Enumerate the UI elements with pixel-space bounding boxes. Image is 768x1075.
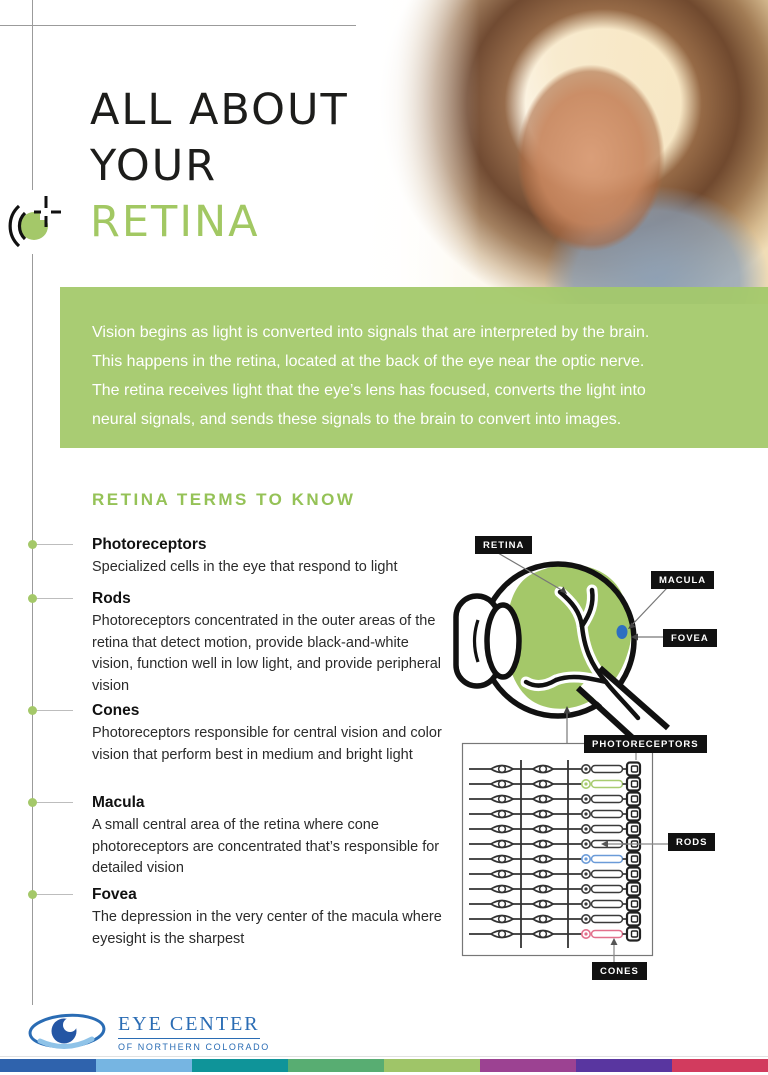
term-name: Macula [92,794,145,811]
term-description: Photoreceptors responsible for central vision and color vision that perform best in medium and bright light [92,725,442,763]
eye-logo-icon [26,1006,112,1061]
hero-photo-woman-looking-up [356,0,768,304]
label-fovea: FOVEA [663,629,717,647]
logo-subtitle: OF NORTHERN COLORADO [118,1042,270,1052]
term-macula [92,792,442,880]
term-rods [92,588,442,697]
logo-text [118,1013,270,1052]
term-description: The depression in the very center of the macula where eyesight is the sharpest [92,909,442,947]
intro-text: Vision begins as light is converted into signals that are interpreted by the brain. This happens in the retina, located at the back of the eye near the optic nerve. The retina receives light that the eye’s lens has focused, converts the light into neural signals, and sends these signals to the brain to convert into images. [92,324,650,428]
term-name: Cones [92,702,140,719]
term-name: Photoreceptors [92,536,207,553]
photoreceptor-cells-diagram [455,736,768,988]
strip-segment [576,1059,672,1072]
term-description: A small central area of the retina where cone photoreceptors are concentrated that’s responsible for detailed vision [92,817,440,876]
strip-segment [192,1059,288,1072]
top-guide-line [0,25,356,26]
logo-name: EYE CENTER [118,1013,260,1039]
label-macula: MACULA [651,571,714,589]
title-line-3: RETINA [90,197,260,247]
title-line-2: YOUR [90,141,218,191]
strip-segment [672,1059,768,1072]
term-fovea [92,884,442,950]
term-description: Specialized cells in the eye that respond to light [92,559,398,575]
strip-segment [96,1059,192,1072]
page-title [90,82,349,250]
timeline-dot [28,540,37,549]
fovea-dot [617,625,628,639]
strip-segment [384,1059,480,1072]
term-photoreceptors [92,534,442,579]
label-photoreceptors: PHOTORECEPTORS [584,735,707,753]
left-guide-line [32,0,33,1005]
strip-segment [480,1059,576,1072]
terms-section-heading: RETINA TERMS TO KNOW [92,490,356,509]
footer-divider-line [0,1056,768,1057]
retina-target-icon [4,190,62,254]
strip-segment [0,1059,96,1072]
timeline-dot [28,594,37,603]
label-rods: RODS [668,833,715,851]
term-name: Fovea [92,886,137,903]
timeline-dot [28,706,37,715]
title-line-1: ALL ABOUT [90,85,349,135]
term-name: Rods [92,590,131,607]
intro-box [60,287,768,448]
timeline-dot [28,798,37,807]
term-description: Photoreceptors concentrated in the outer areas of the retina that detect motion, provide black-and-white vision, function well in low light, and provide peripheral vision [92,613,441,694]
label-cones: CONES [592,962,647,980]
label-retina: RETINA [475,536,532,554]
strip-segment [288,1059,384,1072]
footer-color-strip [0,1059,768,1072]
timeline-dot [28,890,37,899]
term-cones [92,700,442,766]
eye-cross-section-diagram [440,528,768,743]
